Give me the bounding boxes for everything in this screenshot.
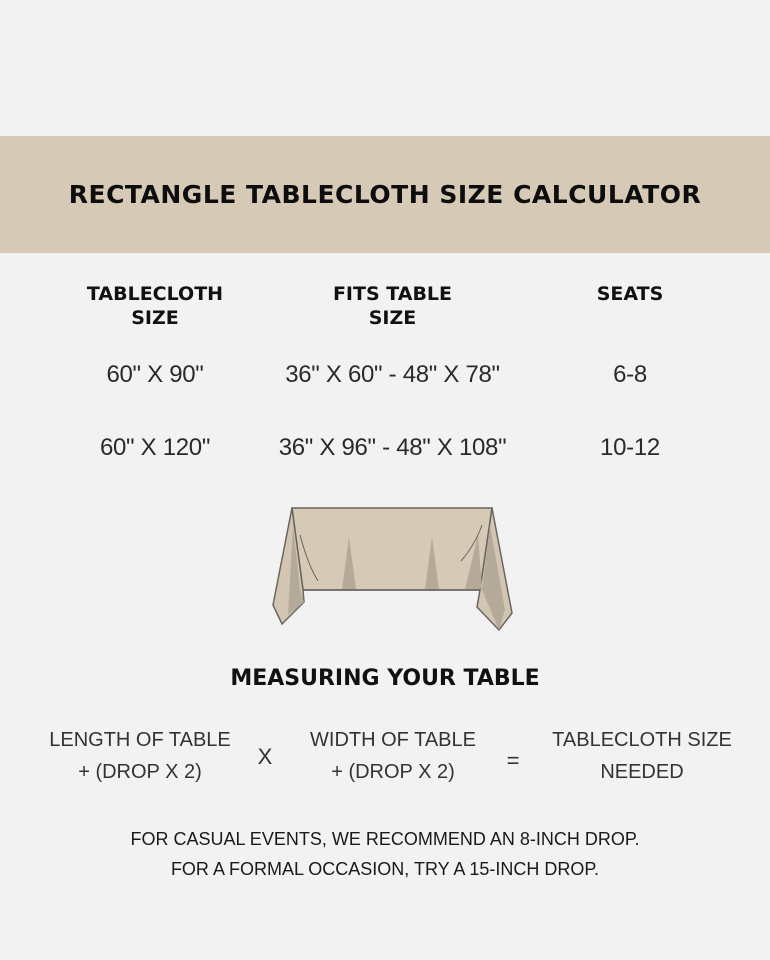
formula-line: + (DROP X 2) bbox=[331, 761, 455, 783]
header-line: TABLECLOTH bbox=[86, 283, 224, 305]
row2-seats: 10-12 bbox=[600, 434, 660, 461]
row2-fits-table-size: 36" X 96" - 48" X 108" bbox=[278, 434, 507, 461]
formula-line: WIDTH OF TABLE bbox=[310, 729, 476, 751]
header-line: SIZE bbox=[131, 307, 179, 329]
tablecloth-illustration-icon bbox=[260, 495, 520, 640]
row1-seats: 6-8 bbox=[613, 361, 647, 388]
formula-result bbox=[520, 724, 764, 788]
tip-casual: FOR CASUAL EVENTS, WE RECOMMEND AN 8-INCH DROP. bbox=[130, 829, 640, 849]
row1-tablecloth-size: 60" X 90" bbox=[106, 361, 204, 388]
header-tablecloth-size bbox=[40, 282, 270, 330]
title-banner bbox=[0, 136, 770, 253]
formula-length-term bbox=[25, 724, 255, 788]
formula-line: LENGTH OF TABLE bbox=[49, 729, 231, 751]
header-fits-table-size bbox=[250, 282, 535, 330]
drop-tips bbox=[0, 824, 770, 884]
row1-fits-table-size: 36" X 60" - 48" X 78" bbox=[285, 361, 500, 388]
formula-line: NEEDED bbox=[600, 761, 684, 783]
header-line: SIZE bbox=[368, 307, 417, 329]
row2-tablecloth-size: 60" X 120" bbox=[99, 434, 211, 461]
tip-formal: FOR A FORMAL OCCASION, TRY A 15-INCH DROP. bbox=[170, 859, 600, 879]
formula-width-term bbox=[278, 724, 508, 788]
page-title: RECTANGLE TABLECLOTH SIZE CALCULATOR bbox=[68, 180, 702, 209]
equals-operator: = bbox=[506, 748, 520, 773]
section-title-measuring: MEASURING YOUR TABLE bbox=[230, 666, 540, 691]
header-seats bbox=[540, 282, 720, 306]
formula-line: TABLECLOTH SIZE bbox=[552, 729, 732, 751]
header-line: SEATS bbox=[596, 283, 664, 305]
multiply-operator: X bbox=[257, 744, 273, 769]
formula-line: + (DROP X 2) bbox=[78, 761, 202, 783]
header-line: FITS TABLE bbox=[332, 283, 453, 305]
